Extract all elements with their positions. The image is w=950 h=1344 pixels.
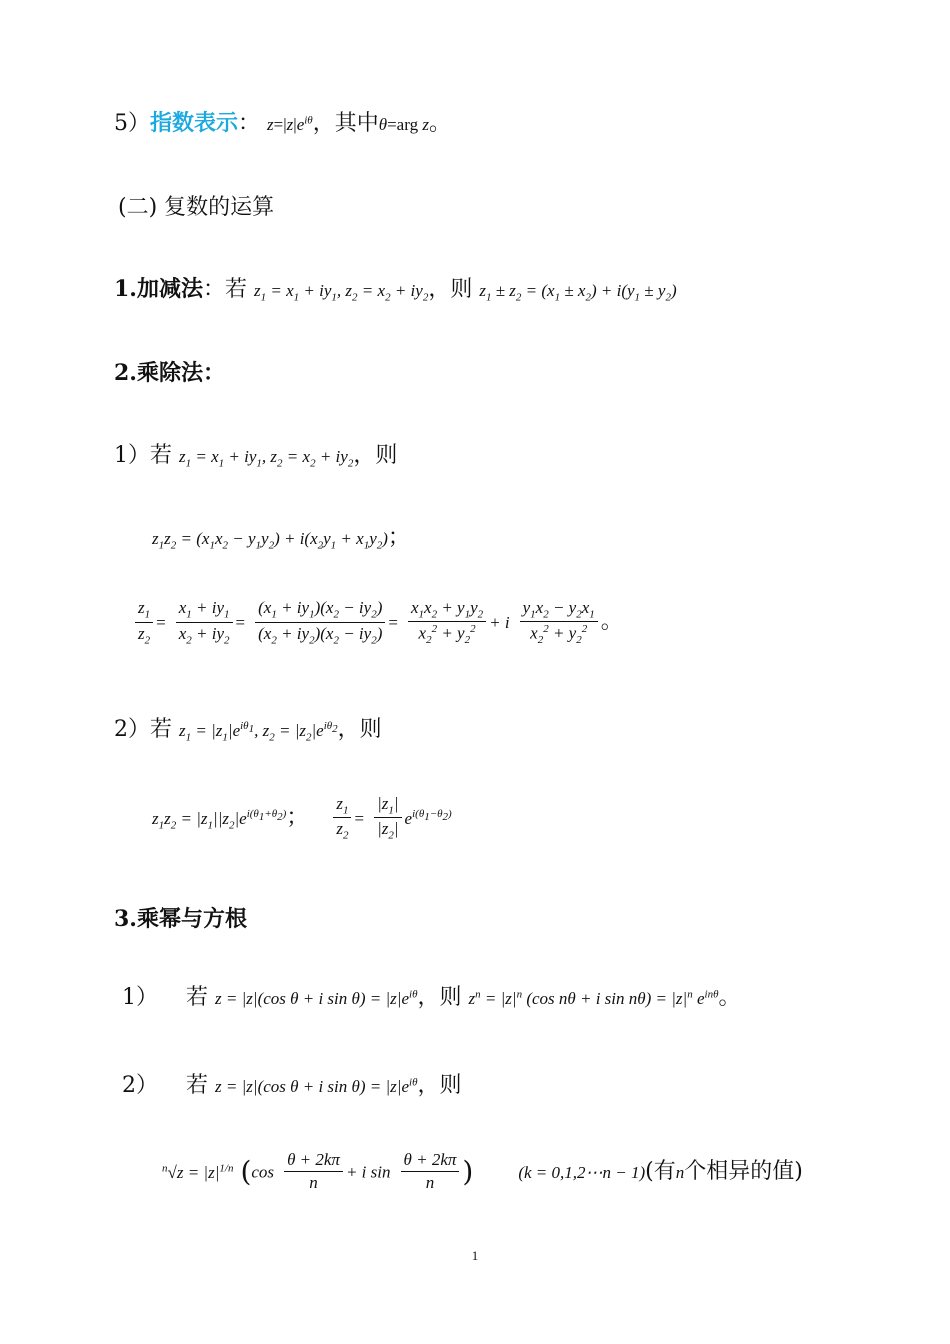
formula-z1-z2-def-2: $z_1 = x_1 + iy_1$, $z_2 = x_2 + iy_2$ xyxy=(179,447,354,470)
formula-z1-z2-def: $z_1 = x_1 + iy_1$, $z_2 = x_2 + iy_2$ xyxy=(254,281,429,304)
heading-add-sub: 1.加减法 xyxy=(114,276,203,302)
term-exponential-form: 指数表示 xyxy=(150,110,239,136)
line-mul-1: 1）若 $z_1 = x_1 + iy_1$, $z_2 = x_2 + iy_2$，则 xyxy=(114,443,398,470)
formula-z-trig: z = |z|(cos θ + i $\sin \theta) = |z|e^{i\theta}$ xyxy=(215,988,418,1008)
formula-z-trig-2: z = |z|(cos θ + i $\sin \theta) = |z|e^{i\theta}$ xyxy=(215,1076,418,1096)
section-title-operations: (二) 复数的运算 xyxy=(118,195,275,220)
formula-nth-root: $^n√z = |z|^{1/n}$ (cos $\frac{\theta + 2k\pi}{n}$ + i sin $\frac{\theta + 2k\pi}{n}$ ) (k = 0,1,2⋯n − 1)(有n个相异的值) xyxy=(162,1150,803,1192)
page-number: 1 xyxy=(471,1248,479,1263)
heading-mul-div: 2.乘除法： xyxy=(114,360,225,386)
colon: ： xyxy=(238,111,261,136)
note-distinct-values: (有n个相异的值) xyxy=(645,1158,803,1184)
formula-product: $z_1z_2 = (x_1x_2 - y_1y_2) + i(x_2y_1 + x_1y_2)$； xyxy=(152,525,410,552)
line-mul-2: 2）若 $z_1 = |z_1|e^{i\theta_1}$, $z_2 = |z_2|e^{i\theta_2}$，则 xyxy=(114,717,382,744)
formula-polar-product-quotient: $z_1z_2 = |z_1||z_2|e^{i(\theta_1+\theta_2)}$； $\frac{z_1}{z_2}$ = $\frac{|z_1|}{|z_2|}$ $e^{i(\theta_1-\theta_2)}$ xyxy=(152,794,452,842)
line-root: 2） 若 z = |z|(cos θ + i $\sin \theta) = |z|e^{i\theta}$，则 xyxy=(122,1073,462,1098)
heading-power-root: 3.乘幂与方根 xyxy=(114,906,247,932)
formula-theta-arg: θ xyxy=(378,115,388,134)
period: 。 xyxy=(428,111,451,136)
line-addition: 1.加减法：若 $z_1 = x_1 + iy_1$, $z_2 = x_2 + iy_2$，则 $z_1 \pm z_2 = (x_1 \pm x_2) + i(y_1 \pm y_2)$ xyxy=(114,276,677,304)
text-where: ，其中 xyxy=(312,111,379,136)
formula-add-sub-result: $z_1 \pm z_2 = (x_1 \pm x_2) + i(y_1 \pm y_2)$ xyxy=(479,281,677,304)
line-exp-form: 5）指数表示： $z=|z|e^{i\theta}$，其中θ=arg z。 xyxy=(114,110,451,136)
formula-de-moivre: $z^n = |z|^n$ (cos nθ + i $\sin n\theta) = |z|^n$ $e^{in\theta}$ xyxy=(468,988,719,1008)
item-number: 5） xyxy=(114,111,150,136)
line-power: 1） 若 z = |z|(cos θ + i $\sin \theta) = |z|e^{i\theta}$，则 $z^n = |z|^n$ (cos nθ + i $\sin n\theta) = |z|^n$ $e^{in\theta}$。 xyxy=(122,985,741,1010)
formula-polar-def: $z_1 = |z_1|e^{i\theta_1}$, $z_2 = |z_2|e^{i\theta_2}$ xyxy=(179,720,338,744)
formula-exponential: z xyxy=(267,115,274,134)
formula-k-range: (k = 0,1,2⋯n − 1) xyxy=(518,1162,646,1182)
formula-quotient: $\frac{z_1}{z_2}$ = $\frac{x_1 + iy_1}{x_2 + iy_2}$ = $\frac{(x_1 + iy_1)(x_2 - iy_2)}{(x_2 + iy_2)(x_2 - iy_2)}$ = $\frac{x_1x_2 + y_1y_2}{x_2^2 + y_2^2}$ + i $\frac{y_1x_2 - y_2x_1}{x_2^2 + y_2^2}$ 。 xyxy=(132,598,623,646)
